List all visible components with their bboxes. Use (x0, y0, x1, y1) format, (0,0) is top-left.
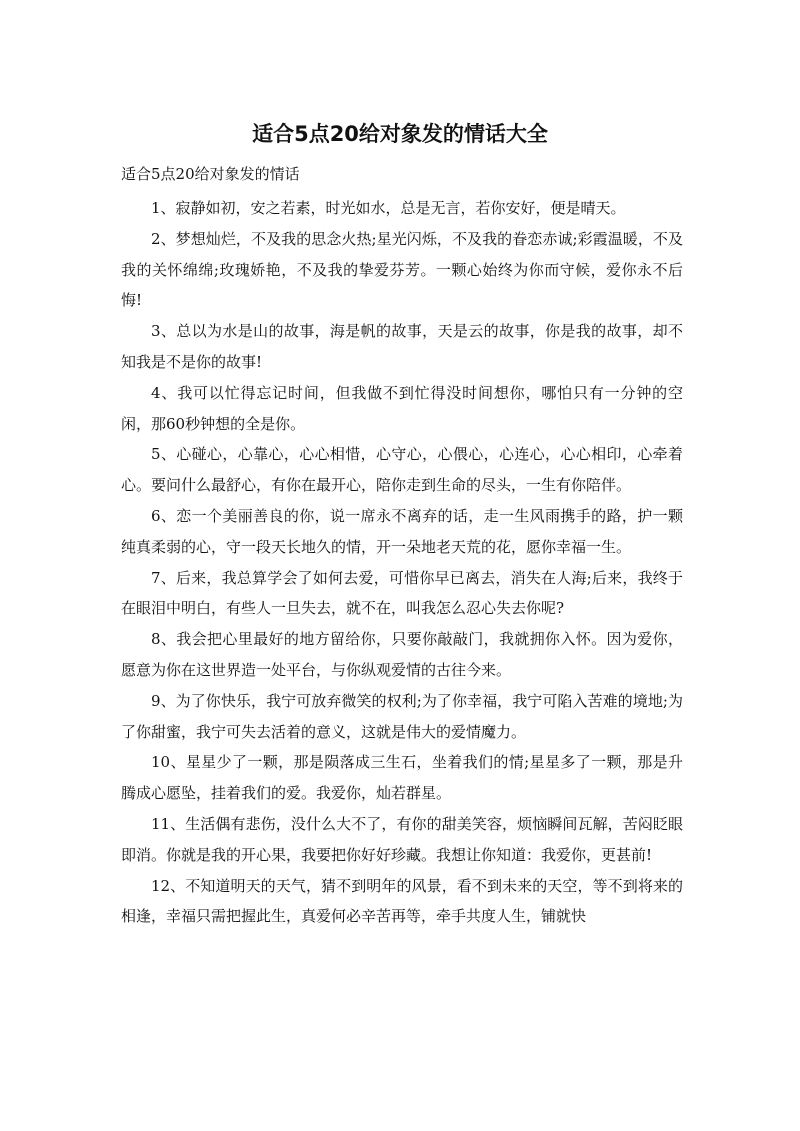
paragraph-2: 2、梦想灿烂，不及我的思念火热;星光闪烁，不及我的眷恋赤诚;彩霞温暖，不及我的关怀绵绵;玫瑰娇艳，不及我的挚爱芬芳。一颗心始终为你而守候，爱你永不后悔! (121, 229, 683, 310)
document-title: 适合5点20给对象发的情话大全 (252, 122, 548, 146)
paragraph-3: 3、总以为水是山的故事，海是帆的故事，天是云的故事，你是我的故事，却不知我是不是你的故事! (121, 322, 683, 371)
paragraph-11: 11、生活偶有悲伤，没什么大不了，有你的甜美笑容，烦恼瞬间瓦解，苦闷眨眼即消。你就是我的开心果，我要把你好好珍藏。我想让你知道：我爱你，更甚前! (121, 814, 683, 864)
paragraph-7: 7、后来，我总算学会了如何去爱，可惜你早已离去，消失在人海;后来，我终于在眼泪中明白，有些人一旦失去，就不在，叫我怎么忍心失去你呢? (121, 568, 683, 618)
paragraph-8: 8、我会把心里最好的地方留给你，只要你敲敲门，我就拥你入怀。因为爱你，愿意为你在这世界造一处平台，与你纵观爱情的古往今来。 (121, 630, 683, 679)
paragraph-5: 5、心碰心，心靠心，心心相惜，心守心，心偎心，心连心，心心相印，心牵着心。要问什么最舒心，有你在最开心，陪你走到生命的尽头，一生有你陪伴。 (121, 445, 683, 495)
paragraph-6: 6、恋一个美丽善良的你，说一席永不离弃的话，走一生风雨携手的路，护一颗纯真柔弱的心，守一段天长地久的情，开一朵地老天荒的花，愿你幸福一生。 (121, 506, 683, 556)
document-subtitle: 适合5点20给对象发的情话 (121, 165, 300, 183)
paragraph-9: 9、为了你快乐，我宁可放弃微笑的权利;为了你幸福，我宁可陷入苦难的境地;为了你甜蜜，我宁可失去活着的意义，这就是伟大的爱情魔力。 (121, 691, 683, 741)
paragraph-4: 4、我可以忙得忘记时间，但我做不到忙得没时间想你，哪怕只有一分钟的空闲，那60秒钟想的全是你。 (121, 383, 683, 433)
paragraph-1: 1、寂静如初，安之若素，时光如水，总是无言，若你安好，便是晴天。 (151, 199, 626, 217)
document-body (121, 193, 683, 932)
paragraph-10: 10、星星少了一颗，那是陨落成三生石，坐着我们的情;星星多了一颗，那是升腾成心愿坠，挂着我们的爱。我爱你，灿若群星。 (121, 753, 683, 803)
paragraph-12: 12、不知道明天的天气，猜不到明年的风景，看不到未来的天空，等不到将来的相逢，幸福只需把握此生，真爱何必辛苦再等，牵手共度人生，铺就快 (121, 876, 683, 926)
